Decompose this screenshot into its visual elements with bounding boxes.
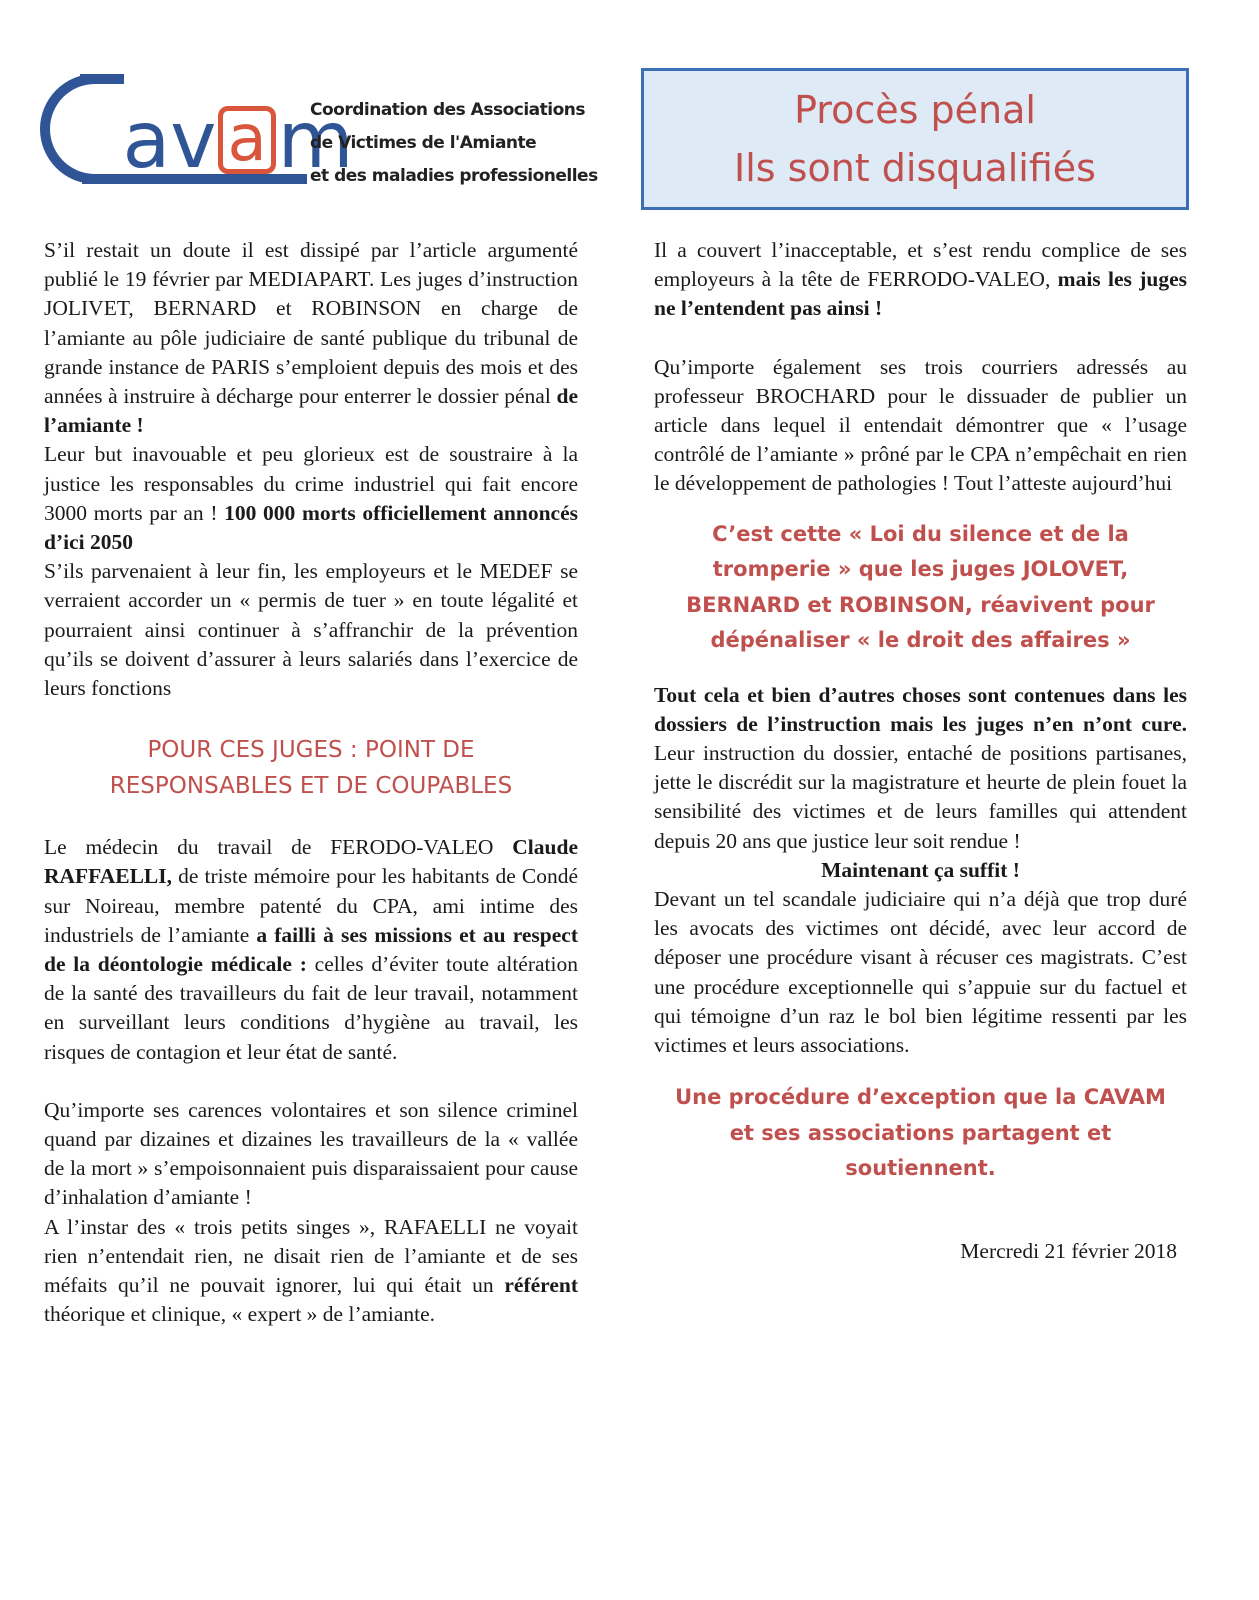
bold-span: mais les juges ne l’entendent pas ainsi !	[654, 267, 1187, 321]
spacer	[654, 1060, 1187, 1080]
title-box	[641, 68, 1189, 210]
text-span: S’il restait un doute il est dissipé par l’article argumenté publié le 19 février par MEDIAPART. Les juges d’instruction JOLIVET, BERNARD et ROBINSON en charge de l’amiante au pôle judiciaire de santé publique du tribunal de grande instance de PARIS s’emploient depuis des mois et des années à instruire à décharge pour enterrer le dossier pénal	[44, 238, 578, 409]
spacer	[44, 1067, 578, 1096]
spacer	[654, 1187, 1187, 1237]
callout-line: dépénaliser « le droit des affaires »	[710, 628, 1131, 653]
callout-line: tromperie » que les juges JOLOVET,	[712, 557, 1129, 582]
callout-line: soutiennent.	[845, 1156, 996, 1181]
tagline-line-1: Coordination des Associations	[310, 100, 585, 120]
spacer	[654, 659, 1187, 681]
paragraph-carences: Qu’importe ses carences volontaires et son silence criminel quand par dizaines et dizaines les travailleurs de la « vallée de la mort » s’empoisonnaient puis disparaissaient pour cause d’inhalation d’amiante !	[44, 1097, 578, 1210]
text-span: Il a couvert l’inacceptable, et s’est rendu complice de ses employeurs à la tête de FERRODO-VALEO,	[654, 238, 1187, 292]
text-span: Leur but inavouable et peu glorieux est de soustraire à la justice les responsables du crime industriel qui fait encore 3000 morts par an !	[44, 442, 578, 525]
right-column	[654, 236, 1187, 1266]
paragraph-intro	[44, 236, 578, 440]
tagline-line-3: et des maladies professionelles	[310, 166, 598, 186]
logo-tagline	[310, 94, 610, 193]
date: Mercredi 21 février 2018	[960, 1238, 1177, 1263]
text-span: théorique et clinique, « expert » de l’amiante.	[44, 1302, 436, 1327]
spacer	[44, 804, 578, 833]
bold-span: référent	[504, 1273, 578, 1298]
left-column	[44, 236, 578, 1330]
heading-line-1: POUR CES JUGES : POINT DE	[147, 737, 475, 764]
text-span: celles d’éviter toute altération de la santé des travailleurs du fait de leur travail, notamment en surveillant leurs conditions d’hygiène au travail, les risques de contagion et leur état de santé.	[44, 952, 578, 1064]
section-heading	[44, 732, 578, 804]
callout-line: Une procédure d’exception que la CAVAM	[675, 1085, 1166, 1110]
text-span: Le médecin du travail de FERODO-VALEO	[44, 835, 513, 860]
spacer	[654, 324, 1187, 353]
title-line-1: Procès pénal	[794, 88, 1036, 132]
paragraph-goal	[44, 440, 578, 557]
callout-loi-du-silence	[654, 517, 1187, 659]
maintenant-ca-suffit	[654, 856, 1187, 885]
paragraph-singes	[44, 1213, 578, 1330]
spacer	[44, 703, 578, 732]
paragraph-dossiers	[654, 681, 1187, 856]
text-span: Leur instruction du dossier, entaché de positions partisanes, jette le discrédit sur la magistrature et heurte de plein fouet la sensibilité des victimes et de leurs familles qui attendent depuis 20 ans que justice leur soit rendue !	[654, 741, 1187, 853]
paragraph-raffaelli	[44, 833, 578, 1067]
text-span: A l’instar des « trois petits singes », RAFAELLI ne voyait rien n’entendait rien, ne disait rien de l’amiante et de ses méfaits qu’il ne pouvait ignorer, lui qui était un	[44, 1214, 578, 1298]
paragraph-medef: S’ils parvenaient à leur fin, les employeurs et le MEDEF se verraient accorder un « permis de tuer » en toute légalité et pourraient ainsi continuer à s’affranchir de la prévention qu’ils se doivent d’assurer à leurs salariés dans l’exercice de leurs fonctions	[44, 559, 578, 701]
bold-span: Maintenant ça suffit !	[821, 857, 1020, 882]
bold-span: a failli à ses missions et au respect de la déontologie médicale :	[44, 922, 578, 977]
bold-span: 100 000 morts officiellement annoncés d’ici 2050	[44, 500, 578, 555]
cavam-logo	[40, 72, 600, 202]
logo-letters-av: av	[122, 96, 217, 186]
callout-line: BERNARD et ROBINSON, réavivent pour	[686, 592, 1155, 617]
logo-letter-a-boxed: a	[218, 106, 275, 174]
logo-letter-m: m	[277, 96, 354, 186]
text-span: de triste mémoire pour les habitants de Condé sur Noireau, membre patenté du CPA, ami intime des industriels de l’amiante	[44, 864, 578, 947]
spacer	[654, 499, 1187, 517]
callout-procedure-exception	[654, 1080, 1187, 1187]
tagline-line-2: de Victimes de l'Amiante	[310, 133, 537, 153]
paragraph-complice	[654, 236, 1187, 324]
bold-span: Tout cela et bien d’autres choses sont contenues dans les dossiers de l’instruction mais les juges n’en n’ont cure.	[654, 682, 1187, 736]
title-line-2: Ils sont disqualifiés	[734, 146, 1096, 190]
callout-line: et ses associations partagent et	[729, 1120, 1112, 1145]
heading-line-2: RESPONSABLES ET DE COUPABLES	[109, 773, 513, 800]
cavam-logo-mark	[40, 72, 354, 197]
bold-span: de l’amiante !	[44, 384, 578, 438]
callout-line: C’est cette « Loi du silence et de la	[712, 521, 1129, 546]
bold-span: Claude RAFFAELLI,	[44, 835, 578, 889]
paragraph-brochard: Qu’importe également ses trois courriers adressés au professeur BROCHARD pour le dissuader de publier un article dans lequel il entendait démontrer que « l’usage contrôlé de l’amiante » prôné par le CPA n’empêchait en rien le développement de pathologies ! Tout l’atteste aujourd’hui	[654, 354, 1187, 496]
paragraph-procedure: Devant un tel scandale judiciaire qui n’a déjà que trop duré les avocats des victimes ont décidé, avec leur accord de déposer une procédure visant à récuser ces magistrats. C’est une procédure exceptionnelle qui s’appuie sur du factuel et qui témoigne d’un raz le bol bien légitime ressenti par les victimes et leurs associations.	[654, 887, 1187, 1058]
